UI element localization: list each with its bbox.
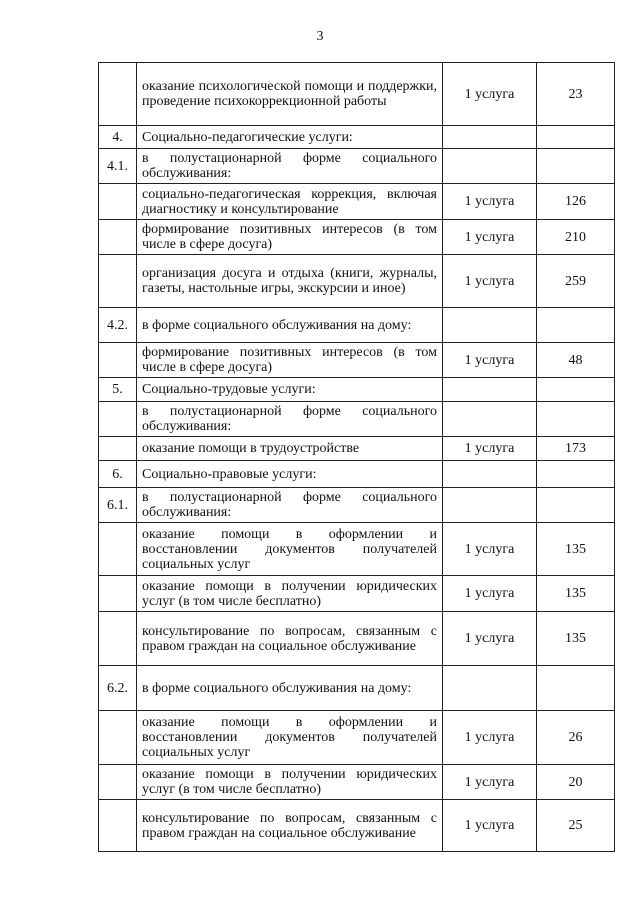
unit-cell: 1 услуга xyxy=(443,765,537,800)
table-row xyxy=(99,612,615,666)
value-cell xyxy=(537,149,615,184)
services-table xyxy=(98,62,615,852)
value-cell: 25 xyxy=(537,800,615,852)
service-name-cell: оказание помощи в оформлении и восстановлении документов получателей социальных услуг xyxy=(137,523,443,576)
unit-cell: 1 услуга xyxy=(443,711,537,765)
unit-cell: 1 услуга xyxy=(443,800,537,852)
value-cell xyxy=(537,308,615,343)
unit-cell xyxy=(443,308,537,343)
unit-cell: 1 услуга xyxy=(443,63,537,126)
row-number-cell xyxy=(99,63,137,126)
unit-cell: 1 услуга xyxy=(443,612,537,666)
row-number-cell: 4. xyxy=(99,126,137,149)
value-cell: 23 xyxy=(537,63,615,126)
table-row xyxy=(99,800,615,852)
row-number-cell: 6.1. xyxy=(99,488,137,523)
value-cell: 135 xyxy=(537,612,615,666)
value-cell xyxy=(537,378,615,402)
row-number-cell xyxy=(99,255,137,308)
table-row xyxy=(99,149,615,184)
row-number-cell xyxy=(99,437,137,461)
row-number-cell xyxy=(99,220,137,255)
row-number-cell xyxy=(99,523,137,576)
table-row xyxy=(99,666,615,711)
value-cell xyxy=(537,126,615,149)
table-row xyxy=(99,461,615,488)
service-name-cell: формирование позитивных интересов (в том числе в сфере досуга) xyxy=(137,343,443,378)
value-cell xyxy=(537,402,615,437)
table-row xyxy=(99,184,615,220)
table-row xyxy=(99,437,615,461)
service-name-cell: социально-педагогическая коррекция, включая диагностику и консультирование xyxy=(137,184,443,220)
value-cell: 210 xyxy=(537,220,615,255)
table-row xyxy=(99,378,615,402)
row-number-cell xyxy=(99,402,137,437)
table-row xyxy=(99,523,615,576)
value-cell: 173 xyxy=(537,437,615,461)
service-name-cell: в форме социального обслуживания на дому: xyxy=(137,666,443,711)
service-name-cell: в форме социального обслуживания на дому: xyxy=(137,308,443,343)
table-row xyxy=(99,220,615,255)
row-number-cell: 4.2. xyxy=(99,308,137,343)
unit-cell xyxy=(443,378,537,402)
row-number-cell xyxy=(99,343,137,378)
table-row xyxy=(99,711,615,765)
service-name-cell: оказание помощи в трудоустройстве xyxy=(137,437,443,461)
value-cell: 48 xyxy=(537,343,615,378)
service-name-cell: в полустационарной форме социального обслуживания: xyxy=(137,402,443,437)
unit-cell: 1 услуга xyxy=(443,343,537,378)
value-cell xyxy=(537,488,615,523)
table-row xyxy=(99,576,615,612)
unit-cell: 1 услуга xyxy=(443,220,537,255)
service-name-cell: формирование позитивных интересов (в том числе в сфере досуга) xyxy=(137,220,443,255)
table-row xyxy=(99,402,615,437)
row-number-cell xyxy=(99,800,137,852)
row-number-cell: 5. xyxy=(99,378,137,402)
row-number-cell: 4.1. xyxy=(99,149,137,184)
value-cell xyxy=(537,461,615,488)
service-name-cell: в полустационарной форме социального обслуживания: xyxy=(137,149,443,184)
unit-cell xyxy=(443,149,537,184)
value-cell xyxy=(537,666,615,711)
unit-cell xyxy=(443,488,537,523)
table-row xyxy=(99,488,615,523)
unit-cell: 1 услуга xyxy=(443,184,537,220)
table-row xyxy=(99,126,615,149)
table-row xyxy=(99,308,615,343)
value-cell: 126 xyxy=(537,184,615,220)
row-number-cell xyxy=(99,612,137,666)
unit-cell: 1 услуга xyxy=(443,576,537,612)
service-name-cell: в полустационарной форме социального обслуживания: xyxy=(137,488,443,523)
unit-cell xyxy=(443,666,537,711)
service-name-cell: оказание помощи в получении юридических услуг (в том числе бесплатно) xyxy=(137,765,443,800)
service-name-cell: оказание помощи в получении юридических услуг (в том числе бесплатно) xyxy=(137,576,443,612)
table-row xyxy=(99,765,615,800)
row-number-cell xyxy=(99,576,137,612)
value-cell: 20 xyxy=(537,765,615,800)
unit-cell xyxy=(443,402,537,437)
table-row xyxy=(99,63,615,126)
row-number-cell xyxy=(99,711,137,765)
service-name-cell: консультирование по вопросам, связанным с правом граждан на социальное обслуживание xyxy=(137,612,443,666)
unit-cell xyxy=(443,126,537,149)
unit-cell: 1 услуга xyxy=(443,437,537,461)
row-number-cell: 6. xyxy=(99,461,137,488)
row-number-cell xyxy=(99,765,137,800)
table-row xyxy=(99,343,615,378)
service-name-cell: Социально-трудовые услуги: xyxy=(137,378,443,402)
value-cell: 135 xyxy=(537,523,615,576)
value-cell: 135 xyxy=(537,576,615,612)
service-name-cell: Социально-педагогические услуги: xyxy=(137,126,443,149)
service-name-cell: оказание помощи в оформлении и восстановлении документов получателей социальных услуг xyxy=(137,711,443,765)
row-number-cell xyxy=(99,184,137,220)
value-cell: 26 xyxy=(537,711,615,765)
value-cell: 259 xyxy=(537,255,615,308)
service-name-cell: Социально-правовые услуги: xyxy=(137,461,443,488)
unit-cell xyxy=(443,461,537,488)
table-row xyxy=(99,255,615,308)
services-table-body xyxy=(99,63,615,852)
row-number-cell: 6.2. xyxy=(99,666,137,711)
unit-cell: 1 услуга xyxy=(443,523,537,576)
service-name-cell: оказание психологической помощи и поддержки, проведение психокоррекционной работы xyxy=(137,63,443,126)
service-name-cell: организация досуга и отдыха (книги, журналы, газеты, настольные игры, экскурсии и иное) xyxy=(137,255,443,308)
service-name-cell: консультирование по вопросам, связанным с правом граждан на социальное обслуживание xyxy=(137,800,443,852)
unit-cell: 1 услуга xyxy=(443,255,537,308)
page-number: 3 xyxy=(316,29,324,44)
